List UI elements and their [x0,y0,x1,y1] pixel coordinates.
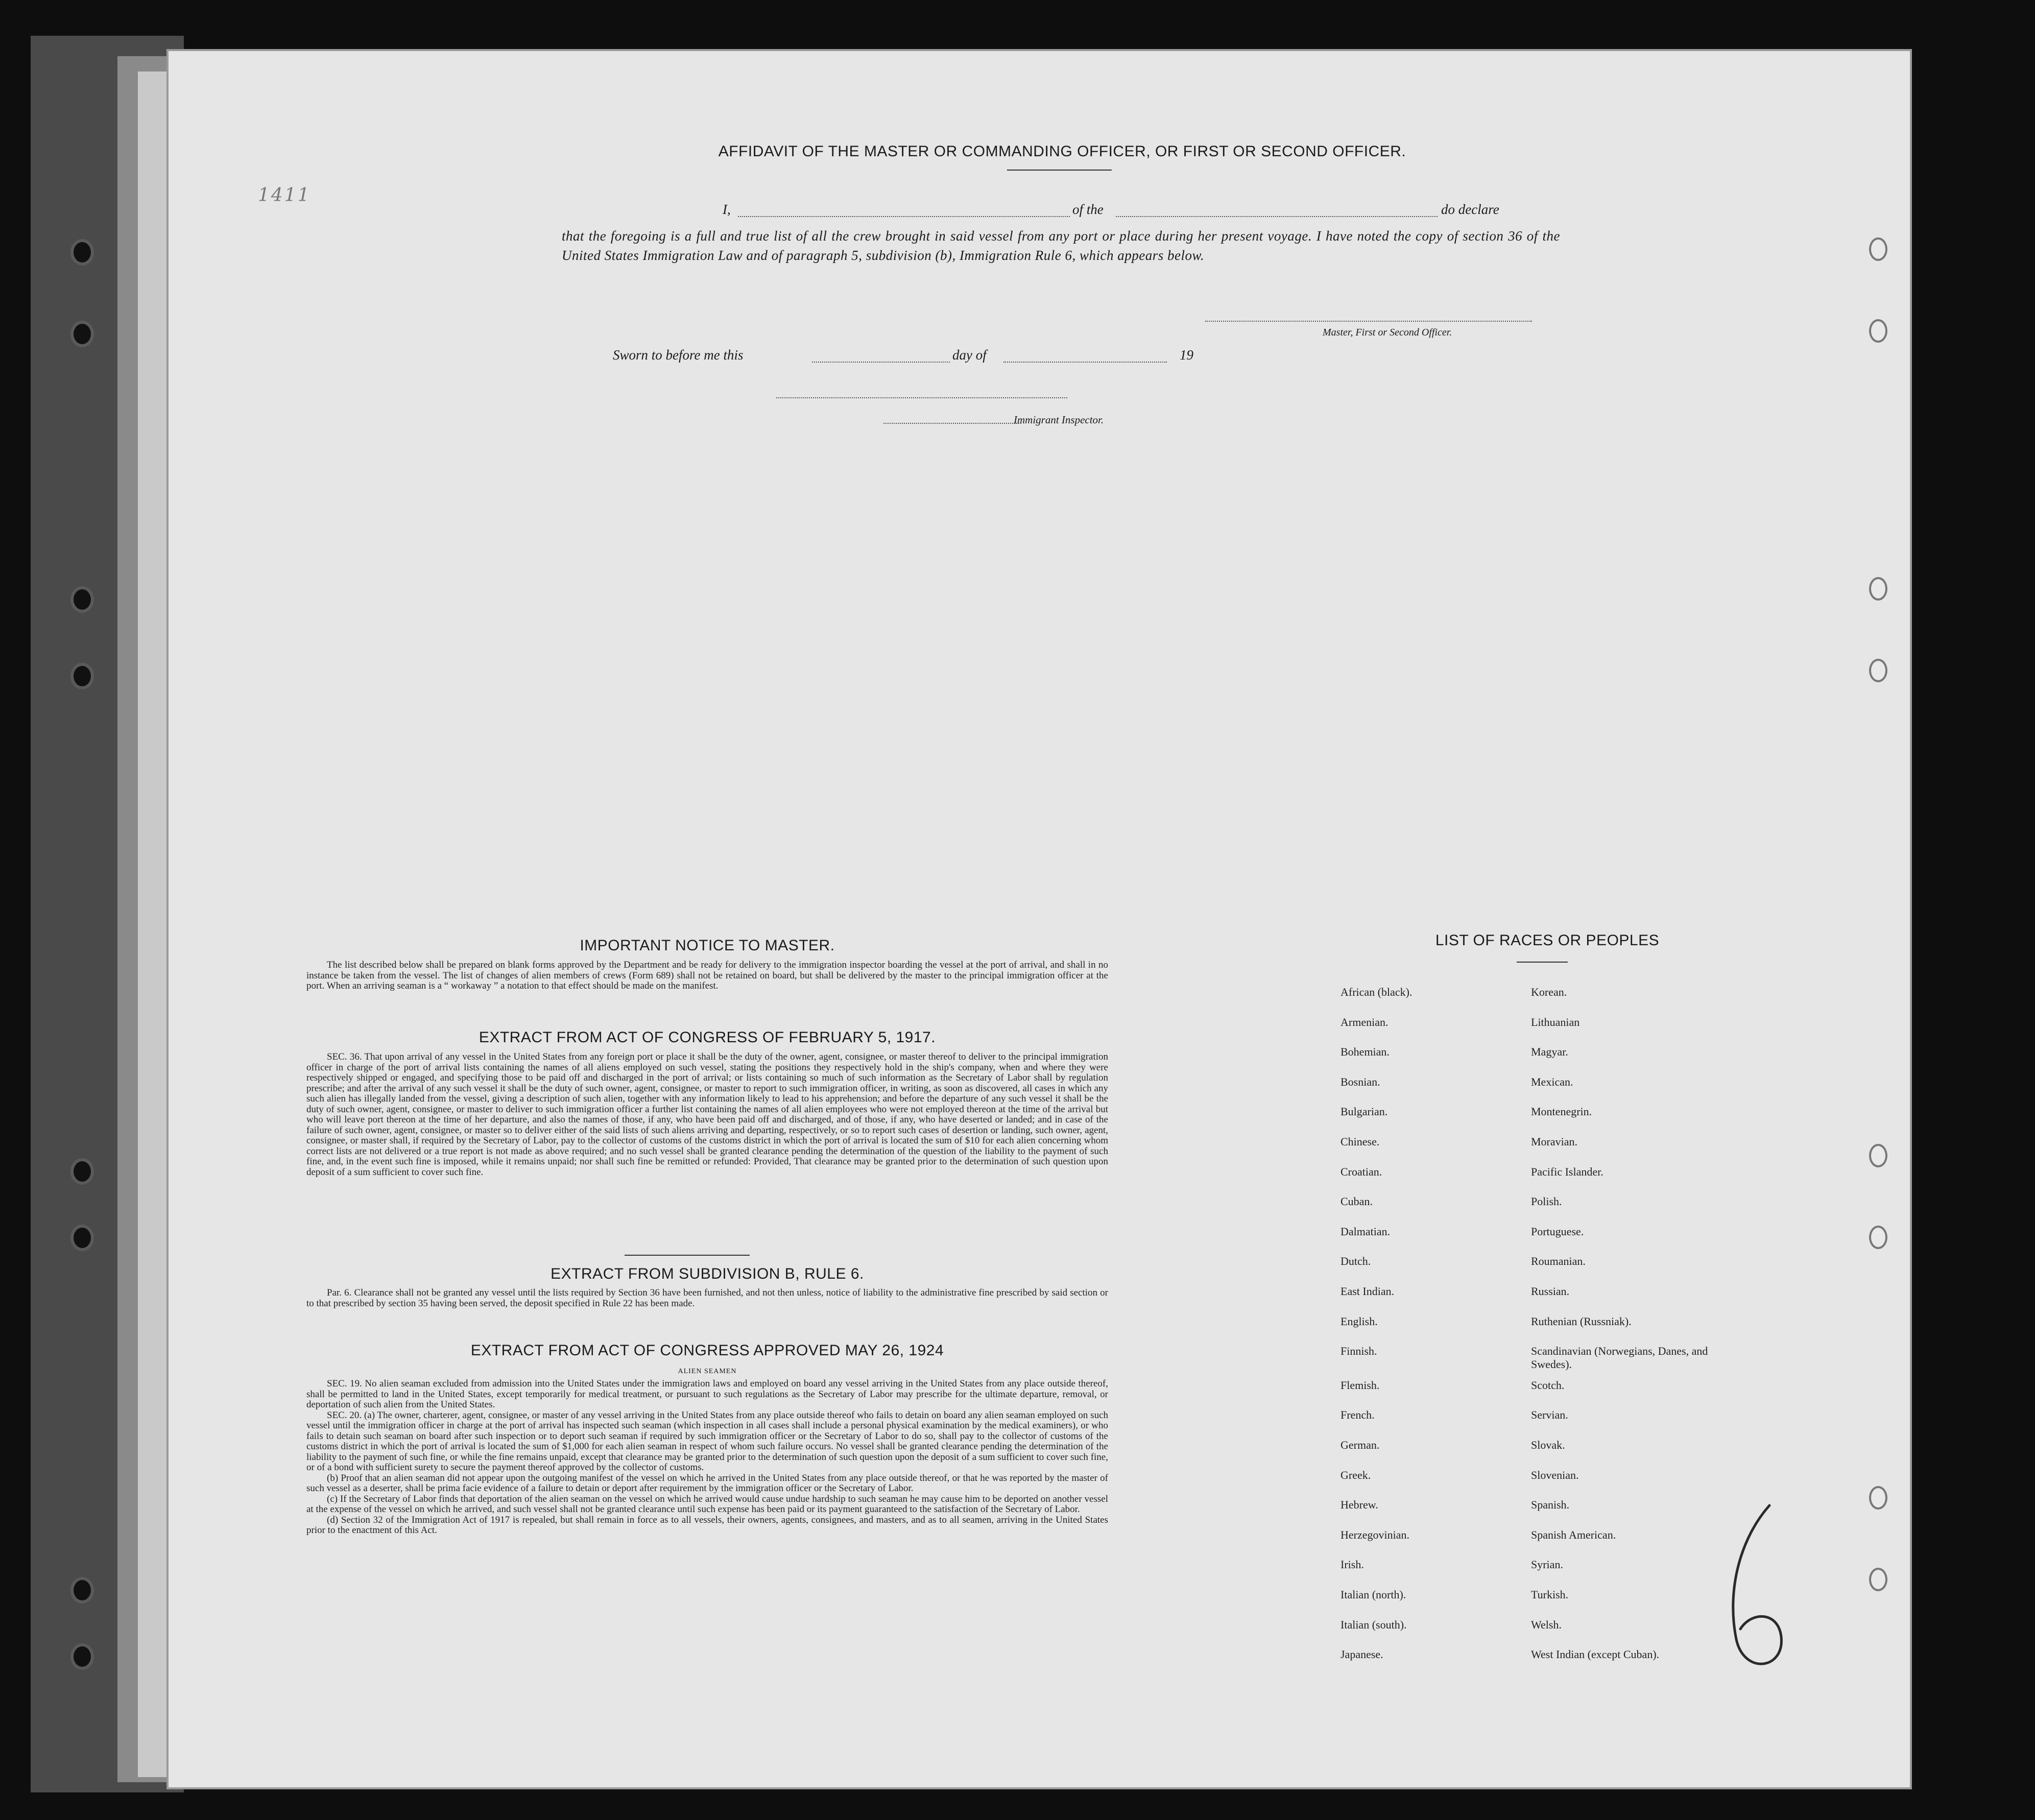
race-item: Flemish. [1340,1378,1380,1392]
binder-hole [70,1158,94,1185]
race-item: Montenegrin. [1531,1105,1592,1118]
punch-hole [1869,659,1887,682]
race-item: Slovenian. [1531,1468,1579,1481]
month-blank [1003,362,1167,363]
race-item: Mexican. [1531,1075,1573,1088]
race-item: Scandinavian (Norwegians, Danes, and Swedes). [1531,1345,1708,1371]
race-item: Lithuanian [1531,1015,1580,1028]
race-item: Bosnian. [1340,1075,1380,1088]
inspector-label: Immigrant Inspector. [1014,414,1104,426]
punch-hole [1869,237,1887,261]
race-item: Bohemian. [1340,1045,1390,1059]
race-item: Magyar. [1531,1045,1568,1059]
race-item: Korean. [1531,986,1567,998]
extract-rule6-title: EXTRACT FROM SUBDIVISION B, RULE 6. [550,1265,864,1282]
race-item: West Indian (except Cuban). [1531,1648,1660,1661]
binder-hole [70,239,94,266]
race-item: Hebrew. [1340,1498,1378,1512]
race-item: Moravian. [1531,1135,1578,1148]
race-item: Croatian. [1340,1165,1382,1178]
master-label: Master, First or Second Officer. [1323,327,1452,338]
extract-1917-text [306,1052,1108,1178]
race-item: East Indian. [1340,1285,1395,1298]
extract-rule6-text [306,1288,1108,1309]
race-item: Irish. [1340,1558,1364,1571]
race-item: Welsh. [1531,1618,1562,1631]
race-item: Armenian. [1340,1015,1388,1028]
race-item: Ruthenian (Russniak). [1531,1314,1632,1328]
day-blank [812,362,950,363]
race-item: English. [1340,1314,1378,1328]
race-item: Italian (south). [1340,1618,1407,1631]
show-through-text [424,140,433,162]
race-item: Japanese. [1340,1648,1383,1661]
race-item: Turkish. [1531,1588,1569,1601]
vessel-blank [1116,216,1438,217]
race-item: Spanish American. [1531,1528,1616,1541]
binder-hole [70,1577,94,1603]
race-item: Polish. [1531,1195,1562,1208]
sworn-line [613,347,1277,368]
race-item: Chinese. [1340,1135,1380,1148]
sec-19-paragraph: SEC. 19. No alien seaman excluded from admission into the United States under the immigration laws and employed on board any vessel arriving in the United States from any place outside thereof, shall be permitted to land in the United States, except temporarily for medical treatment, or pursuant to such regulations as the Secretary of Labor may prescribe for the ultimate departure, removal, or deportation of such alien from the United States. [306,1378,1108,1410]
handwritten-number: 1411 [258,185,311,206]
race-item: Cuban. [1340,1195,1373,1208]
title-underline [1007,170,1112,171]
inspector-dotted [883,423,1021,424]
alien-seamen-subtitle: ALIEN SEAMEN [678,1368,737,1375]
notice-title: IMPORTANT NOTICE TO MASTER. [580,937,835,954]
sec-20c-paragraph: (c) If the Secretary of Labor finds that deportation of the alien seaman on the vessel on which he arrived would cause undue hardship to such seaman he may cause him to be deported on another vessel at the expense of the vessel on which he arrived, and such vessel shall not be granted clearance until such expense has been paid or its payment guaranteed to the satisfaction of the Secretary of Labor. [306,1493,1108,1515]
sec-20a-paragraph: SEC. 20. (a) The owner, charterer, agent, consignee, or master of any vessel arriving in the United States from any place outside thereof who fails to detain on board any alien seaman employed on such vessel until the immigration officer in charge at the port of arrival has inspected such seaman (which inspection in all cases shall include a personal physical examination by the medical examiners), or who fails to detain such seaman on board after such inspection or to deport such seaman if required by such immigration officer or the Secretary of Labor to do so, shall pay to the collector of customs of the customs district in which the port of arrival is located the sum of $1,000 for each alien seaman in respect of whom such failure occurs. No vessel shall be granted clearance pending the determination of the liability to the payment of such fine, or while the fine remains unpaid, except that clearance may be granted prior to the determination of such question upon the deposit of a sum sufficient to cover such fine, or of a bond with sufficient surety to secure the payment thereof approved by the collector of customs. [306,1409,1108,1473]
punch-hole [1869,319,1887,343]
year-19: 19 [1180,347,1193,363]
race-item: Roumanian. [1531,1255,1586,1268]
day-of: day of [952,347,987,363]
line1-declare: do declare [1441,202,1499,217]
notice-text [306,960,1108,992]
document-page [169,51,1910,1787]
section-divider [625,1255,750,1256]
name-blank [738,216,1070,217]
races-title: LIST OF RACES OR PEOPLES [1435,932,1660,949]
punch-hole [1869,1568,1887,1591]
race-item: Greek. [1340,1468,1371,1481]
punch-hole [1869,1486,1887,1510]
race-item: African (black). [1340,986,1412,998]
inspector-signature-blank [776,397,1067,398]
sec-20d-paragraph: (d) Section 32 of the Immigration Act of 1917 is repealed, but shall remain in force as to all vessels, their owners, agents, consignees, and masters, and as to all seamen, arriving in the United States prior to the enactment of this Act. [306,1514,1108,1536]
race-item: Spanish. [1531,1498,1570,1512]
rule6-paragraph: Par. 6. Clearance shall not be granted any vessel until the lists required by Section 36 have been furnished, and not then unless, notice of liability to the administrative fine prescribed by said section or to that prescribed by section 35 having been served, the deposit specified in Rule 22 has been made. [306,1287,1108,1309]
affidavit-line1 [562,202,1716,222]
race-item: Syrian. [1531,1558,1563,1571]
binder-hole [70,663,94,689]
section-36-paragraph: SEC. 36. That upon arrival of any vessel in the United States from any foreign port or place it shall be the duty of the owner, agent, consignee, or master thereof to deliver to the principal immigration officer in charge of the port of arrival lists containing the names of all aliens employed on such vessel, stating the positions they respectively hold in the ship's company, when and where they were respectively shipped or engaged, and specifying those to be paid off and discharged in the port of arrival; or lists containing so much of such information as the Secretary of Labor shall by regulation prescribe; and after the arrival of any such vessel it shall be the duty of such owner, agent, consignee, or master to report to such immigration officer, in writing, as soon as discovered, all cases in which any such alien has illegally landed from the vessel, giving a description of such alien, together with any information likely to lead to his apprehension; and before the departure of any such vessel it shall be the duty of such owner, agent, consignee, or master to deliver to such immigration officer a further list containing the names of all alien employees who were not employed thereon at the time of the arrival but who will leave port thereon at the time of her departure, and also the names of those, if any, who have been paid off and discharged, and of those, if any, who have deserted or landed; and in case of the failure of such owner, agent, consignee, or master so to deliver either of the said lists of such aliens arriving and departing, respectively, or so to report such cases of desertion or landing, such owner, agent, consignee, or master shall, if required by the Secretary of Labor, pay to the collector of customs of the customs district in which the port of arrival is located the sum of $10 for each alien concerning whom correct lists are not delivered or a true report is not made as above required; and no such vessel shall be granted clearance pending the determination of the question of the liability to the payment of such fine, and, in the event such fine is imposed, while it remains unpaid; nor shall such fine be remitted or refunded: Provided, That clearance may be granted prior to the determination of such question upon deposit of a sum sufficient to cover such fine. [306,1051,1108,1178]
sec-20b-paragraph: (b) Proof that an alien seaman did not appear upon the outgoing manifest of the vessel on which he arrived in the United States from any place outside thereof, or that he was reported by the master of such vessel as a deserter, shall be prima facie evidence of a failure to detain or deport after requirement by the immigration officer or the Secretary of Labor. [306,1472,1108,1494]
race-item: Finnish. [1340,1345,1377,1358]
binder-hole [70,1643,94,1670]
binder-hole [70,1225,94,1251]
line1-i: I, [723,202,731,217]
race-item: Dalmatian. [1340,1225,1391,1238]
handwritten-mark [1721,1501,1798,1685]
extract-1924-title: EXTRACT FROM ACT OF CONGRESS APPROVED MAY 26, 1924 [470,1342,944,1359]
master-signature-blank [1205,321,1532,322]
binder-hole [70,586,94,613]
race-item: Herzegovinian. [1340,1528,1409,1541]
race-item: Scotch. [1531,1378,1565,1392]
punch-hole [1869,1144,1887,1167]
extract-1917-title: EXTRACT FROM ACT OF CONGRESS OF FEBRUARY 5, 1917. [478,1029,936,1046]
notice-paragraph: The list described below shall be prepared on blank forms approved by the Department and be ready for delivery to the immigration inspector boarding the vessel at the port of arrival, and shall in no instance be taken from the vessel. The list of changes of alien members of crews (Form 689) shall not be retained on board, but shall be delivered by the master to the principal immigration officer at the port. When an arriving seaman is a “ workaway ” a notation to that effect should be made on the manifest. [306,960,1108,991]
race-item: Slovak. [1531,1439,1565,1451]
race-item: Portuguese. [1531,1225,1584,1238]
punch-hole [1869,577,1887,601]
race-item: Russian. [1531,1285,1570,1298]
binder-hole [70,321,94,347]
race-item: Italian (north). [1340,1588,1406,1601]
affidavit-statement: that the foregoing is a full and true list of all the crew brought in said vessel from any port or place during her present voyage. I have noted the copy of section 36 of the United States Immigration Law and of paragraph 5, subdivision (b), Immigration Rule 6, which appears below. [562,228,1560,263]
affidavit-title: AFFIDAVIT OF THE MASTER OR COMMANDING OFFICER, OR FIRST OR SECOND OFFICER. [718,143,1406,160]
race-item: French. [1340,1408,1375,1422]
extract-1924-text [306,1379,1108,1536]
race-item: Bulgarian. [1340,1105,1388,1118]
race-item: Pacific Islander. [1531,1165,1603,1178]
races-title-underline [1517,962,1568,963]
line1-of: of the [1072,202,1104,217]
race-item: German. [1340,1439,1380,1451]
punch-hole [1869,1226,1887,1249]
race-item: Dutch. [1340,1255,1371,1268]
sworn-text: Sworn to before me this [613,347,744,363]
race-item: Servian. [1531,1408,1568,1422]
